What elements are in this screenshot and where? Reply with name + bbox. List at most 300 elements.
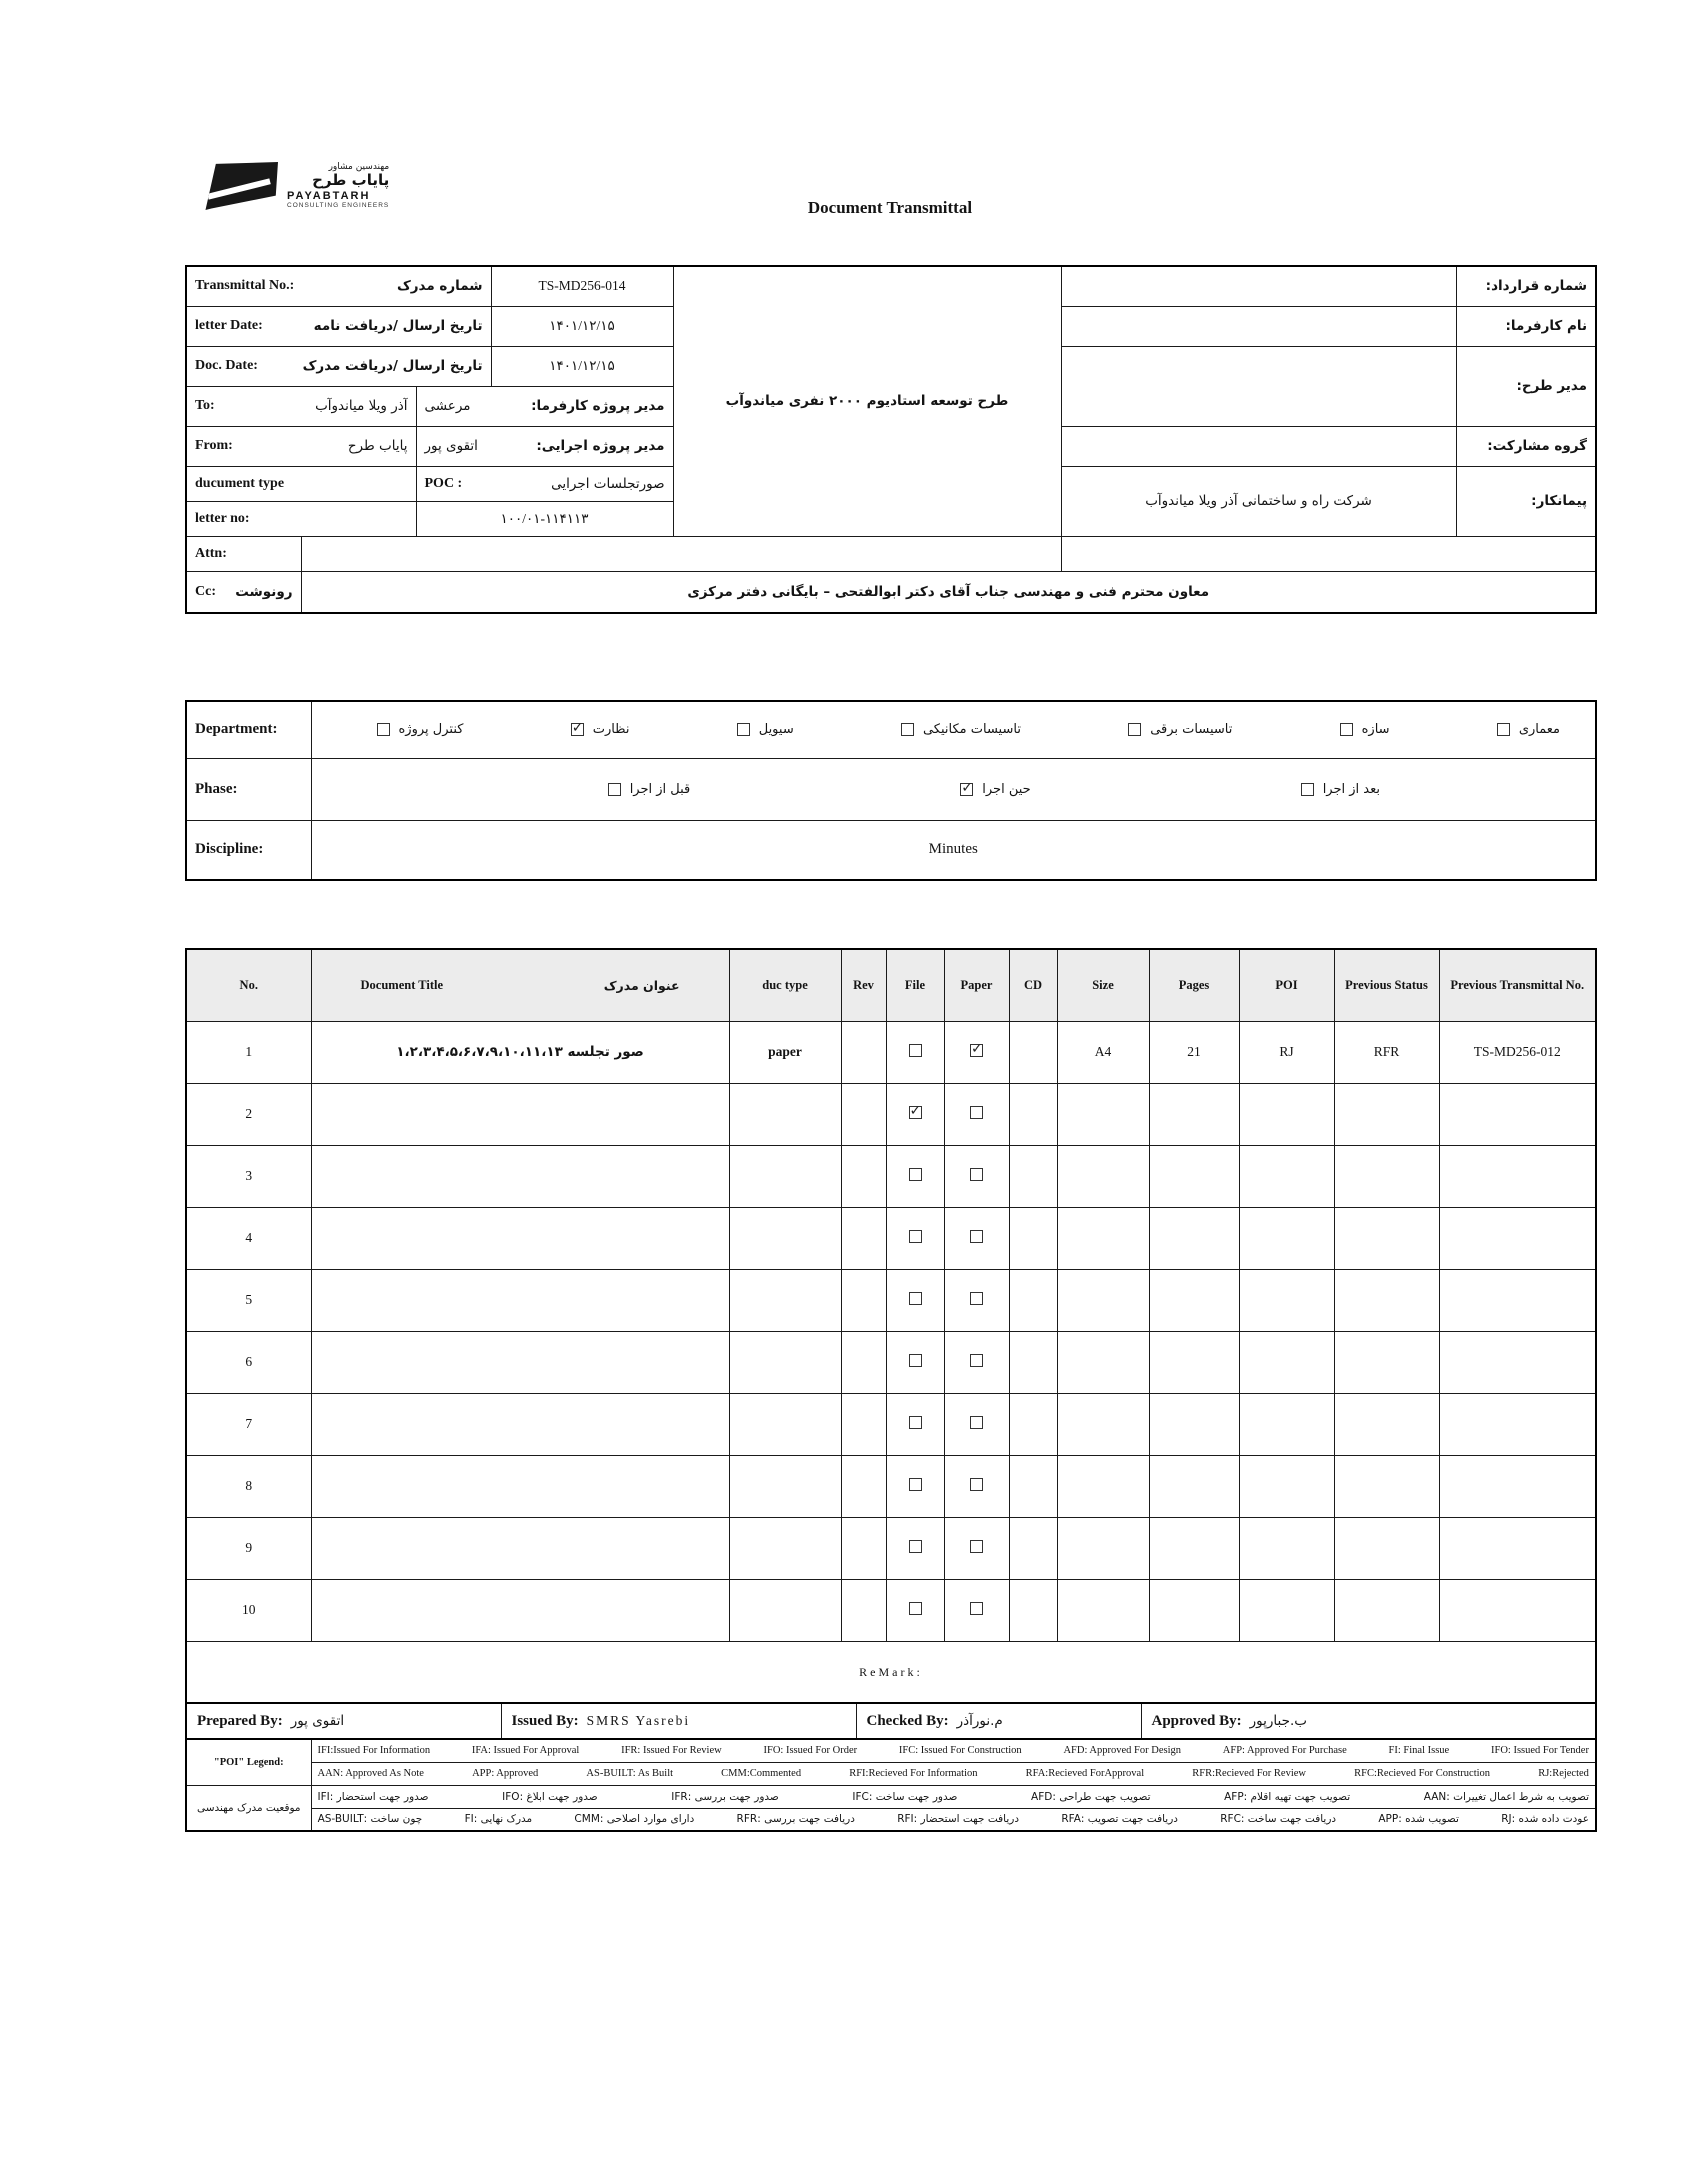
prepared-by-value: اتقوی پور	[290, 1713, 345, 1729]
fa-legend-item-b-0: عودت داده شده :RJ	[1501, 1813, 1589, 1826]
row-poi	[1239, 1455, 1334, 1517]
attn-right-empty	[1061, 536, 1596, 571]
fa-legend-item-6: صدور جهت استحضار :IFI	[317, 1790, 429, 1803]
file-checkbox-row-5[interactable]	[909, 1292, 922, 1305]
row-pages	[1149, 1393, 1239, 1455]
fa-legend-item-b-4: دریافت جهت استحضار :RFI	[897, 1813, 1020, 1826]
department-option-4	[737, 722, 794, 737]
row-previous-status	[1334, 1083, 1439, 1145]
row-previous-status	[1334, 1331, 1439, 1393]
fa-legend-item-b-8: چون ساخت :AS-BUILT	[317, 1813, 423, 1826]
row-previous-status	[1334, 1579, 1439, 1641]
row-duc-type	[729, 1331, 841, 1393]
department-checkbox-2[interactable]	[1128, 723, 1141, 736]
col-no: No.	[186, 949, 311, 1021]
row-file-cell	[886, 1269, 944, 1331]
row-rev	[841, 1083, 886, 1145]
row-previous-transmittal-no	[1439, 1331, 1596, 1393]
contract-no-label: شماره قرارداد:	[1456, 266, 1596, 306]
row-duc-type	[729, 1145, 841, 1207]
row-document-title	[311, 1145, 729, 1207]
row-number: 7	[186, 1393, 311, 1455]
row-file-cell	[886, 1083, 944, 1145]
doc-type-code: POC :	[424, 475, 463, 491]
attn-label-cell	[186, 536, 301, 571]
row-pages	[1149, 1207, 1239, 1269]
row-cd	[1009, 1207, 1057, 1269]
row-cd	[1009, 1455, 1057, 1517]
attn-label: Attn:	[195, 546, 227, 561]
row-file-cell	[886, 1579, 944, 1641]
fa-legend-line-1	[311, 1785, 1596, 1808]
document-row-3	[186, 1145, 1596, 1207]
paper-checkbox-row-8[interactable]	[970, 1478, 983, 1491]
logo-tagline-fa: مهندسین مشاور	[328, 162, 390, 173]
row-previous-transmittal-no	[1439, 1083, 1596, 1145]
paper-checkbox-row-10[interactable]	[970, 1602, 983, 1615]
row-rev	[841, 1393, 886, 1455]
row-cd	[1009, 1083, 1057, 1145]
col-rev: Rev	[841, 949, 886, 1021]
row-number: 9	[186, 1517, 311, 1579]
paper-checkbox-row-2[interactable]	[970, 1106, 983, 1119]
row-previous-status	[1334, 1207, 1439, 1269]
document-row-1	[186, 1021, 1596, 1083]
file-checkbox-row-10[interactable]	[909, 1602, 922, 1615]
logo-subtitle-en: CONSULTING ENGINEERS	[287, 202, 390, 210]
row-paper-cell	[944, 1517, 1009, 1579]
row-cd	[1009, 1269, 1057, 1331]
document-row-6	[186, 1331, 1596, 1393]
client-pm-value: مرعشی	[424, 398, 471, 414]
row-poi	[1239, 1207, 1334, 1269]
row-file-cell	[886, 1021, 944, 1083]
department-row	[186, 701, 1596, 758]
department-checkbox-6[interactable]	[377, 723, 390, 736]
row-file-cell	[886, 1207, 944, 1269]
paper-checkbox-row-6[interactable]	[970, 1354, 983, 1367]
letter-date-label-fa: تاریخ ارسال /دریافت نامه	[313, 318, 483, 334]
doc-type-label: ducument type	[195, 476, 285, 491]
row-document-title	[311, 1579, 729, 1641]
prepared-by-label: Prepared By:	[197, 1713, 283, 1729]
letter-no-value: ۱۰۰/۰۱-۱۱۴۱۱۳	[416, 501, 673, 536]
fa-legend-label: موقعیت مدرک مهندسی	[186, 1785, 311, 1831]
row-cc	[186, 571, 1596, 613]
poi-legend-item-7: FI: Final Issue	[1388, 1745, 1450, 1757]
paper-checkbox-row-9[interactable]	[970, 1540, 983, 1553]
fa-legend-item-0: تصویب به شرط اعمال تغییرات :AAN	[1423, 1790, 1589, 1803]
poi-legend-item-0: IFI:Issued For Information	[317, 1745, 431, 1757]
poi-legend-item-3: IFO: Issued For Order	[763, 1745, 858, 1757]
client-pm-label: مدیر پروژه کارفرما:	[531, 398, 665, 414]
poi-legend-item-b-1: APP: Approved	[472, 1768, 539, 1779]
remark-label: ReMark:	[859, 1664, 923, 1679]
fa-legend-row-2	[186, 1808, 1596, 1831]
poi-legend-item-1: IFA: Issued For Approval	[471, 1745, 580, 1757]
checked-by-value: م.نورآذر	[956, 1713, 1003, 1729]
row-rev	[841, 1145, 886, 1207]
file-checkbox-row-1[interactable]	[909, 1044, 922, 1057]
poi-legend-item-b-8: RJ:Rejected	[1538, 1768, 1589, 1779]
row-rev	[841, 1021, 886, 1083]
doc-date-label-cell	[186, 346, 491, 386]
to-label: To:	[195, 398, 215, 413]
lower-section	[185, 948, 1595, 1832]
logo-name-fa: پایاب طرح	[312, 171, 390, 190]
row-previous-transmittal-no	[1439, 1517, 1596, 1579]
row-poi	[1239, 1083, 1334, 1145]
department-option-0	[1497, 722, 1560, 737]
row-pages	[1149, 1579, 1239, 1641]
fa-legend-item-b-5: دریافت جهت بررسی :RFR	[736, 1813, 855, 1826]
issued-by-value: SMRS Yasrebi	[586, 1713, 691, 1728]
department-option-2	[1128, 722, 1232, 737]
from-label: From:	[195, 438, 233, 453]
contractor-label: پیمانکار:	[1456, 466, 1596, 536]
file-checkbox-row-7[interactable]	[909, 1416, 922, 1429]
row-poi	[1239, 1331, 1334, 1393]
fa-legend-item-b-2: دریافت جهت ساخت :RFC	[1220, 1813, 1337, 1826]
exec-pm-cell	[416, 426, 673, 466]
row-rev	[841, 1455, 886, 1517]
fa-legend-item-2: تصویب جهت طراحی :AFD	[1031, 1790, 1151, 1803]
row-size	[1057, 1331, 1149, 1393]
file-checkbox-row-8[interactable]	[909, 1478, 922, 1491]
row-rev	[841, 1517, 886, 1579]
row-size	[1057, 1083, 1149, 1145]
row-number: 10	[186, 1579, 311, 1641]
cc-label-fa: رونوشت	[235, 583, 293, 600]
row-poi	[1239, 1517, 1334, 1579]
poi-legend-item-8: IFO: Issued For Tender	[1491, 1745, 1589, 1757]
row-paper-cell	[944, 1207, 1009, 1269]
col-size: Size	[1057, 949, 1149, 1021]
client-name-value	[1061, 306, 1456, 346]
row-document-title	[311, 1083, 729, 1145]
row-transmittal-no	[186, 266, 1596, 306]
project-title: طرح توسعه استادیوم ۲۰۰۰ نفری میاندوآب	[673, 266, 1061, 536]
row-size	[1057, 1393, 1149, 1455]
client-pm-cell	[416, 386, 673, 426]
document-row-9	[186, 1517, 1596, 1579]
department-checkbox-4[interactable]	[737, 723, 750, 736]
row-duc-type	[729, 1455, 841, 1517]
department-options-cell	[311, 701, 1596, 758]
doc-date-label-fa: تاریخ ارسال /دریافت مدرک	[302, 358, 483, 374]
phase-option-label-0: بعد از اجرا	[1322, 781, 1380, 797]
from-value: پایاب طرح	[347, 438, 408, 454]
approved-by-label: Approved By:	[1151, 1713, 1242, 1729]
row-size	[1057, 1517, 1149, 1579]
row-pages	[1149, 1269, 1239, 1331]
poi-legend-item-4: IFC: Issued For Construction	[898, 1745, 1022, 1757]
phase-label: Phase:	[186, 758, 311, 820]
fa-legend-item-1: تصویب جهت تهیه اقلام :AFP	[1224, 1790, 1351, 1803]
row-pages	[1149, 1145, 1239, 1207]
paper-checkbox-row-5[interactable]	[970, 1292, 983, 1305]
plan-manager-label: مدیر طرح:	[1456, 346, 1596, 426]
paper-checkbox-row-3[interactable]	[970, 1168, 983, 1181]
doc-type-label-cell	[186, 466, 416, 501]
row-previous-transmittal-no	[1439, 1579, 1596, 1641]
row-cd	[1009, 1393, 1057, 1455]
row-number: 3	[186, 1145, 311, 1207]
phase-checkbox-1[interactable]	[960, 783, 973, 796]
row-size	[1057, 1455, 1149, 1517]
signatures-table	[185, 1702, 1597, 1740]
row-cd	[1009, 1517, 1057, 1579]
approved-by-value: ب.جبارپور	[1249, 1713, 1307, 1729]
department-option-label-6: کنترل پروژه	[398, 722, 464, 738]
file-checkbox-row-6[interactable]	[909, 1354, 922, 1367]
row-rev	[841, 1331, 886, 1393]
issued-by-cell	[501, 1703, 856, 1739]
poi-legend-line-2	[311, 1762, 1596, 1785]
phase-checkbox-2[interactable]	[608, 783, 621, 796]
poi-legend-item-b-7: RFC:Recieved For Construction	[1354, 1768, 1491, 1779]
doc-type-value: صورتجلسات اجرایی	[551, 475, 665, 492]
row-pages	[1149, 1331, 1239, 1393]
fa-legend-item-b-3: دریافت جهت تصویب :RFA	[1061, 1813, 1178, 1826]
row-cd	[1009, 1331, 1057, 1393]
fa-legend-item-b-1: تصویب شده :APP	[1378, 1813, 1459, 1826]
department-option-5	[571, 722, 630, 737]
department-option-label-1: سازه	[1361, 722, 1390, 738]
row-previous-status	[1334, 1455, 1439, 1517]
letter-no-label: letter no:	[195, 511, 250, 526]
row-rev	[841, 1207, 886, 1269]
logo-slash-icon	[207, 178, 271, 199]
discipline-row	[186, 820, 1596, 880]
classification-table	[185, 700, 1597, 881]
row-file-cell	[886, 1331, 944, 1393]
department-checkbox-0[interactable]	[1497, 723, 1510, 736]
poi-legend-row-1	[186, 1739, 1596, 1762]
row-previous-transmittal-no	[1439, 1145, 1596, 1207]
row-duc-type: paper	[729, 1021, 841, 1083]
approved-by-cell	[1141, 1703, 1596, 1739]
discipline-label: Discipline:	[186, 820, 311, 880]
row-document-title	[311, 1517, 729, 1579]
file-checkbox-row-9[interactable]	[909, 1540, 922, 1553]
row-paper-cell	[944, 1455, 1009, 1517]
row-file-cell	[886, 1145, 944, 1207]
department-label: Department:	[186, 701, 311, 758]
logo-name-en: PAYABTARH	[287, 189, 371, 202]
document-table-header	[186, 949, 1596, 1021]
letter-date-label-en: letter Date:	[195, 318, 263, 333]
row-poi	[1239, 1145, 1334, 1207]
row-file-cell	[886, 1393, 944, 1455]
row-size	[1057, 1145, 1149, 1207]
document-row-10	[186, 1579, 1596, 1641]
row-previous-transmittal-no	[1439, 1455, 1596, 1517]
row-number: 5	[186, 1269, 311, 1331]
paper-checkbox-row-1[interactable]	[970, 1044, 983, 1057]
department-checkbox-1[interactable]	[1340, 723, 1353, 736]
department-option-label-3: تاسیسات مکانیکی	[922, 722, 1021, 738]
issued-by-label: Issued By:	[511, 1713, 579, 1729]
phase-option-0	[1301, 782, 1380, 797]
doc-type-value-cell	[416, 466, 673, 501]
poi-legend-item-b-6: RFR:Recieved For Review	[1192, 1768, 1307, 1779]
row-file-cell	[886, 1517, 944, 1579]
to-value: آذر ویلا میاندوآب	[315, 398, 408, 414]
phase-checkbox-0[interactable]	[1301, 783, 1314, 796]
row-duc-type	[729, 1517, 841, 1579]
letter-no-label-cell	[186, 501, 416, 536]
row-file-cell	[886, 1455, 944, 1517]
phase-option-1	[960, 782, 1030, 797]
department-checkbox-3[interactable]	[901, 723, 914, 736]
transmittal-no-label-fa: شماره مدرک	[396, 278, 483, 295]
row-poi	[1239, 1269, 1334, 1331]
row-previous-transmittal-no	[1439, 1393, 1596, 1455]
to-cell	[186, 386, 416, 426]
row-number: 4	[186, 1207, 311, 1269]
row-duc-type	[729, 1393, 841, 1455]
row-rev	[841, 1269, 886, 1331]
file-checkbox-row-2[interactable]	[909, 1106, 922, 1119]
checked-by-cell	[856, 1703, 1141, 1739]
contract-no-value	[1061, 266, 1456, 306]
contractor-value: شرکت راه و ساختمانی آذر ویلا میاندوآب	[1061, 466, 1456, 536]
exec-pm-value: اتقوی پور	[424, 438, 478, 454]
row-poi	[1239, 1393, 1334, 1455]
fa-legend-item-5: صدور جهت ابلاغ :IFO	[502, 1790, 598, 1803]
transmittal-no-label-en: Transmittal No.:	[195, 278, 295, 294]
partnership-label: گروه مشارکت:	[1456, 426, 1596, 466]
remark-row	[186, 1641, 1596, 1703]
poi-legend-item-6: AFP: Approved For Purchase	[1222, 1745, 1347, 1757]
poi-legend-item-b-4: RFI:Recieved For Information	[849, 1768, 978, 1779]
row-paper-cell	[944, 1145, 1009, 1207]
row-paper-cell	[944, 1579, 1009, 1641]
document-row-5	[186, 1269, 1596, 1331]
poi-legend-line-1	[311, 1739, 1596, 1762]
paper-checkbox-row-4[interactable]	[970, 1230, 983, 1243]
row-cd	[1009, 1579, 1057, 1641]
phase-option-2	[608, 782, 691, 797]
fa-legend-row-1	[186, 1785, 1596, 1808]
col-document-title	[311, 949, 729, 1021]
cc-label-en: Cc:	[195, 583, 216, 599]
row-pages	[1149, 1517, 1239, 1579]
checked-by-label: Checked By:	[866, 1713, 949, 1729]
col-file: File	[886, 949, 944, 1021]
client-name-label: نام کارفرما:	[1456, 306, 1596, 346]
department-option-3	[901, 722, 1021, 737]
phase-row	[186, 758, 1596, 820]
partnership-value	[1061, 426, 1456, 466]
row-pages	[1149, 1083, 1239, 1145]
row-size	[1057, 1269, 1149, 1331]
row-pages	[1149, 1455, 1239, 1517]
col-previous-transmittal-no: Previous Transmittal No.	[1439, 949, 1596, 1021]
phase-options	[312, 782, 1596, 797]
transmittal-no-label-cell	[186, 266, 491, 306]
col-pages: Pages	[1149, 949, 1239, 1021]
col-document-title-en: Document Title	[360, 977, 444, 992]
row-document-title: صور تجلسه ۱،۲،۳،۴،۵،۶،۷،۹،۱۰،۱۱،۱۳	[311, 1021, 729, 1083]
paper-checkbox-row-7[interactable]	[970, 1416, 983, 1429]
poi-legend-item-5: AFD: Approved For Design	[1063, 1745, 1182, 1757]
col-duc-type: duc type	[729, 949, 841, 1021]
col-cd: CD	[1009, 949, 1057, 1021]
transmittal-no-value: TS-MD256-014	[491, 266, 673, 306]
phase-options-cell	[311, 758, 1596, 820]
row-previous-transmittal-no: TS-MD256-012	[1439, 1021, 1596, 1083]
col-paper: Paper	[944, 949, 1009, 1021]
row-duc-type	[729, 1269, 841, 1331]
row-previous-transmittal-no	[1439, 1207, 1596, 1269]
file-checkbox-row-3[interactable]	[909, 1168, 922, 1181]
letter-date-label-cell	[186, 306, 491, 346]
poi-legend-row-2	[186, 1762, 1596, 1785]
department-option-label-5: نظارت	[592, 722, 630, 738]
row-paper-cell	[944, 1331, 1009, 1393]
row-number: 2	[186, 1083, 311, 1145]
prepared-by-cell	[186, 1703, 501, 1739]
fa-legend-item-4: صدور جهت بررسی :IFR	[671, 1790, 779, 1803]
row-previous-transmittal-no	[1439, 1269, 1596, 1331]
file-checkbox-row-4[interactable]	[909, 1230, 922, 1243]
col-poi: POI	[1239, 949, 1334, 1021]
poi-legend-label: "POI" Legend:	[186, 1739, 311, 1785]
row-paper-cell	[944, 1083, 1009, 1145]
row-previous-status: RFR	[1334, 1021, 1439, 1083]
row-poi	[1239, 1579, 1334, 1641]
department-option-1	[1340, 722, 1390, 737]
row-previous-status	[1334, 1517, 1439, 1579]
row-duc-type	[729, 1083, 841, 1145]
row-attn	[186, 536, 1596, 571]
row-document-title	[311, 1393, 729, 1455]
row-document-title	[311, 1269, 729, 1331]
row-poi: RJ	[1239, 1021, 1334, 1083]
row-rev	[841, 1579, 886, 1641]
department-checkbox-5[interactable]	[571, 723, 584, 736]
department-option-label-2: تاسیسات برقی	[1150, 722, 1233, 738]
signatures-row	[186, 1703, 1596, 1739]
document-row-8	[186, 1455, 1596, 1517]
row-paper-cell	[944, 1393, 1009, 1455]
col-document-title-fa: عنوان مدرک	[603, 977, 680, 993]
row-previous-status	[1334, 1145, 1439, 1207]
exec-pm-label: مدیر پروژه اجرایی:	[536, 438, 665, 454]
document-row-4	[186, 1207, 1596, 1269]
header-info-table	[185, 265, 1597, 614]
fa-legend-item-b-7: مدرک نهایی :FI	[464, 1813, 533, 1826]
poi-legend-item-b-0: AAN: Approved As Note	[317, 1768, 424, 1779]
document-list-table	[185, 948, 1597, 1704]
row-number: 8	[186, 1455, 311, 1517]
row-duc-type	[729, 1579, 841, 1641]
col-previous-status: Previous Status	[1334, 949, 1439, 1021]
phase-option-label-1: حین اجرا	[982, 781, 1031, 797]
row-cd	[1009, 1145, 1057, 1207]
form-title: Document Transmittal	[807, 198, 973, 217]
department-option-label-4: سیویل	[758, 722, 794, 738]
document-row-7	[186, 1393, 1596, 1455]
row-size	[1057, 1207, 1149, 1269]
poi-legend-item-b-3: CMM:Commented	[721, 1768, 802, 1779]
poi-legend-item-b-2: AS-BUILT: As Built	[586, 1768, 674, 1779]
fa-legend-line-2	[311, 1808, 1596, 1831]
row-document-title	[311, 1331, 729, 1393]
row-pages: 21	[1149, 1021, 1239, 1083]
